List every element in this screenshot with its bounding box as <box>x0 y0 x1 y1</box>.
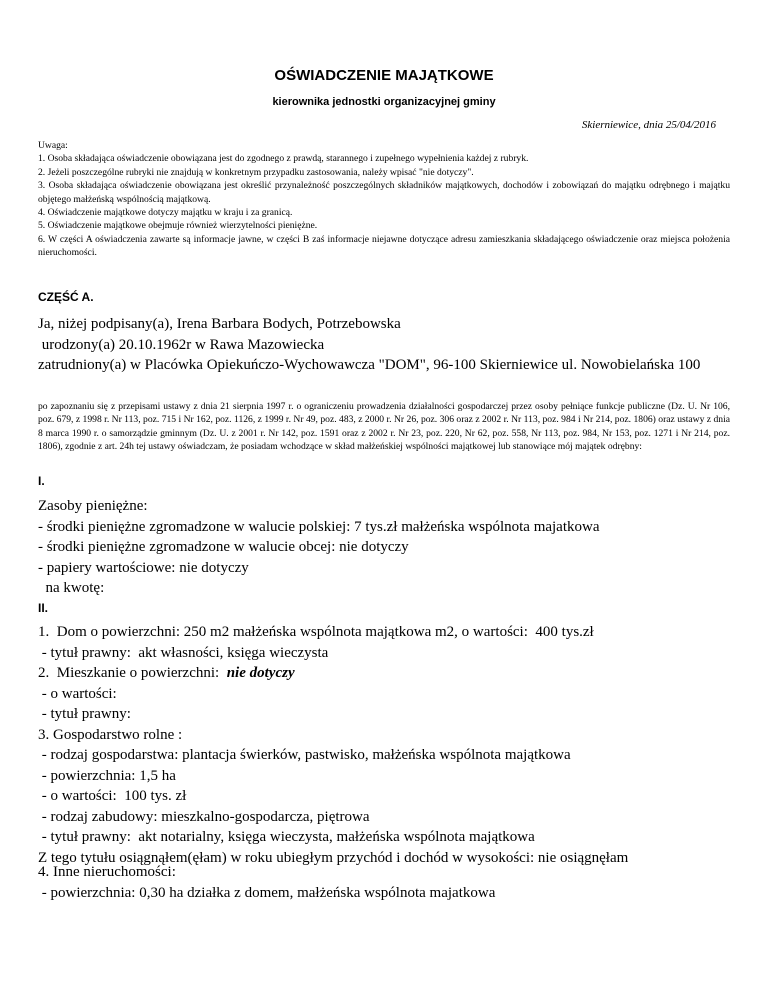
document-subtitle: kierownika jednostki organizacyjnej gminy <box>272 96 496 108</box>
apartment-label: 2. Mieszkanie o powierzchni: <box>38 665 227 681</box>
section-1-line: - środki pieniężne zgromadzone w walucie polskiej: 7 tys.zł małżeńska wspólnota majatkowa <box>38 518 600 535</box>
section-2-line: - rodzaj gospodarstwa: plantacja świerków, pastwisko, małżeńska wspólnota majątkowa <box>38 747 571 763</box>
section-1-line: - papiery wartościowe: nie dotyczy <box>38 559 249 576</box>
part-a-heading: CZĘŚĆ A. <box>38 290 94 304</box>
section-2-line: - tytuł prawny: <box>38 706 131 722</box>
notes-block <box>38 139 730 260</box>
apartment-line <box>38 663 730 684</box>
note-item: 4. Oświadczenie majątkowe dotyczy majątku w kraju i za granicą. <box>38 207 293 219</box>
section-1-heading: I. <box>38 474 45 488</box>
section-2-block <box>38 622 730 868</box>
house-title-line: - tytuł prawny: akt własności, księga wieczysta <box>38 644 329 661</box>
other-property-heading: 4. Inne nieruchomości: <box>38 864 176 880</box>
section-1-block <box>38 496 730 599</box>
declarant-name-line: Ja, niżej podpisany(a), Irena Barbara Bodych, Potrzebowska <box>38 316 401 332</box>
section-2-heading: II. <box>38 601 49 615</box>
section-1-line: na kwotę: <box>38 580 105 596</box>
declarant-birth-line: urodzony(a) 20.10.1962r w Rawa Mazowiecka <box>38 336 325 353</box>
notes-heading: Uwaga: <box>38 140 68 151</box>
section-2-line: - o wartości: 100 tys. zł <box>38 788 187 804</box>
note-item: 1. Osoba składająca oświadczenie obowiązana jest do zgodnego z prawdą, starannego i zupełnego wypełnienia każdej z rubryk. <box>38 153 529 165</box>
apartment-value: nie dotyczy <box>226 665 295 681</box>
section-2-line: 3. Gospodarstwo rolne : <box>38 726 183 743</box>
section-1-line: - środki pieniężne zgromadzone w walucie obcej: nie dotyczy <box>38 539 409 555</box>
section-2-line: - rodzaj zabudowy: mieszkalno-gospodarcza, piętrowa <box>38 808 370 825</box>
house-line: 1. Dom o powierzchni: 250 m2 małżeńska wspólnota majątkowa m2, o wartości: 400 tys.zł <box>38 624 594 640</box>
declarant-employment-line: zatrudniony(a) w Placówka Opiekuńczo-Wychowawcza "DOM", 96-100 Skierniewice ul. Nowobielańska 100 <box>38 357 701 373</box>
section-2-line: - o wartości: <box>38 685 117 702</box>
other-property-line: - powierzchnia: 0,30 ha działka z domem, małżeńska wspólnota majatkowa <box>38 884 496 901</box>
place-date: Skierniewice, dnia 25/04/2016 <box>581 119 716 131</box>
section-1-line: Zasoby pieniężne: <box>38 498 148 514</box>
note-item: 3. Osoba składająca oświadczenie obowiązana jest określić przynależność poszczególnych składników majątkowych, dochodów i zobowiązań do majątku odrębnego i majątku objętego małżeńską wspólnością majątkową. <box>38 180 730 205</box>
section-2-line: - powierzchnia: 1,5 ha <box>38 767 176 784</box>
section-2-line: Z tego tytułu osiągnąłem(ęłam) w roku ubiegłym przychód i dochód w wysokości: nie osiągnęłam <box>38 849 629 866</box>
document-title: OŚWIADCZENIE MAJĄTKOWE <box>274 67 494 84</box>
note-item: 6. W części A oświadczenia zawarte są informacje jawne, w części B zaś informacje niejawne dotyczące adresu zamieszkania składającego oświadczenie oraz miejsca położenia nieruchomości. <box>38 233 730 259</box>
other-property-block <box>38 862 730 903</box>
legal-statement: po zapoznaniu się z przepisami ustawy z dnia 21 sierpnia 1997 r. o ograniczeniu prowadzenia działalności gospodarczej przez osoby pełniące funkcje publiczne (Dz. U. Nr 106, poz. 679, z 1998 r. Nr 113, poz. 715 i Nr 162, poz. 1126, z 1999 r. Nr 49, poz. 483, z 2000 r. Nr 26, poz. 306 oraz z 2002 r. Nr 113, poz. 984 i Nr 214, poz. 1806) oraz ustawy z dnia 8 marca 1990 r. o samorządzie gminnym (Dz. U. z 2001 r. Nr 142, poz. 1591 oraz z 2002 r. Nr 23, poz. 220, Nr 62, poz. 558, Nr 113, poz. 984, Nr 153, poz. 1271 i Nr 214, poz. 1806), zgodnie z art. 24h tej ustawy oświadczam, że posiadam wchodzące w skład małżeńskiej wspólności majątkowej lub stanowiące mój majątek odrębny: <box>38 401 730 453</box>
declarant-block <box>38 314 730 376</box>
note-item: 5. Oświadczenie majątkowe obejmuje również wierzytelności pieniężne. <box>38 220 318 232</box>
note-item: 2. Jeżeli poszczególne rubryki nie znajdują w konkretnym przypadku zastosowania, należy wpisać "nie dotyczy". <box>38 166 474 178</box>
section-2-line: - tytuł prawny: akt notarialny, księga wieczysta, małżeńska wspólnota majątkowa <box>38 829 535 845</box>
